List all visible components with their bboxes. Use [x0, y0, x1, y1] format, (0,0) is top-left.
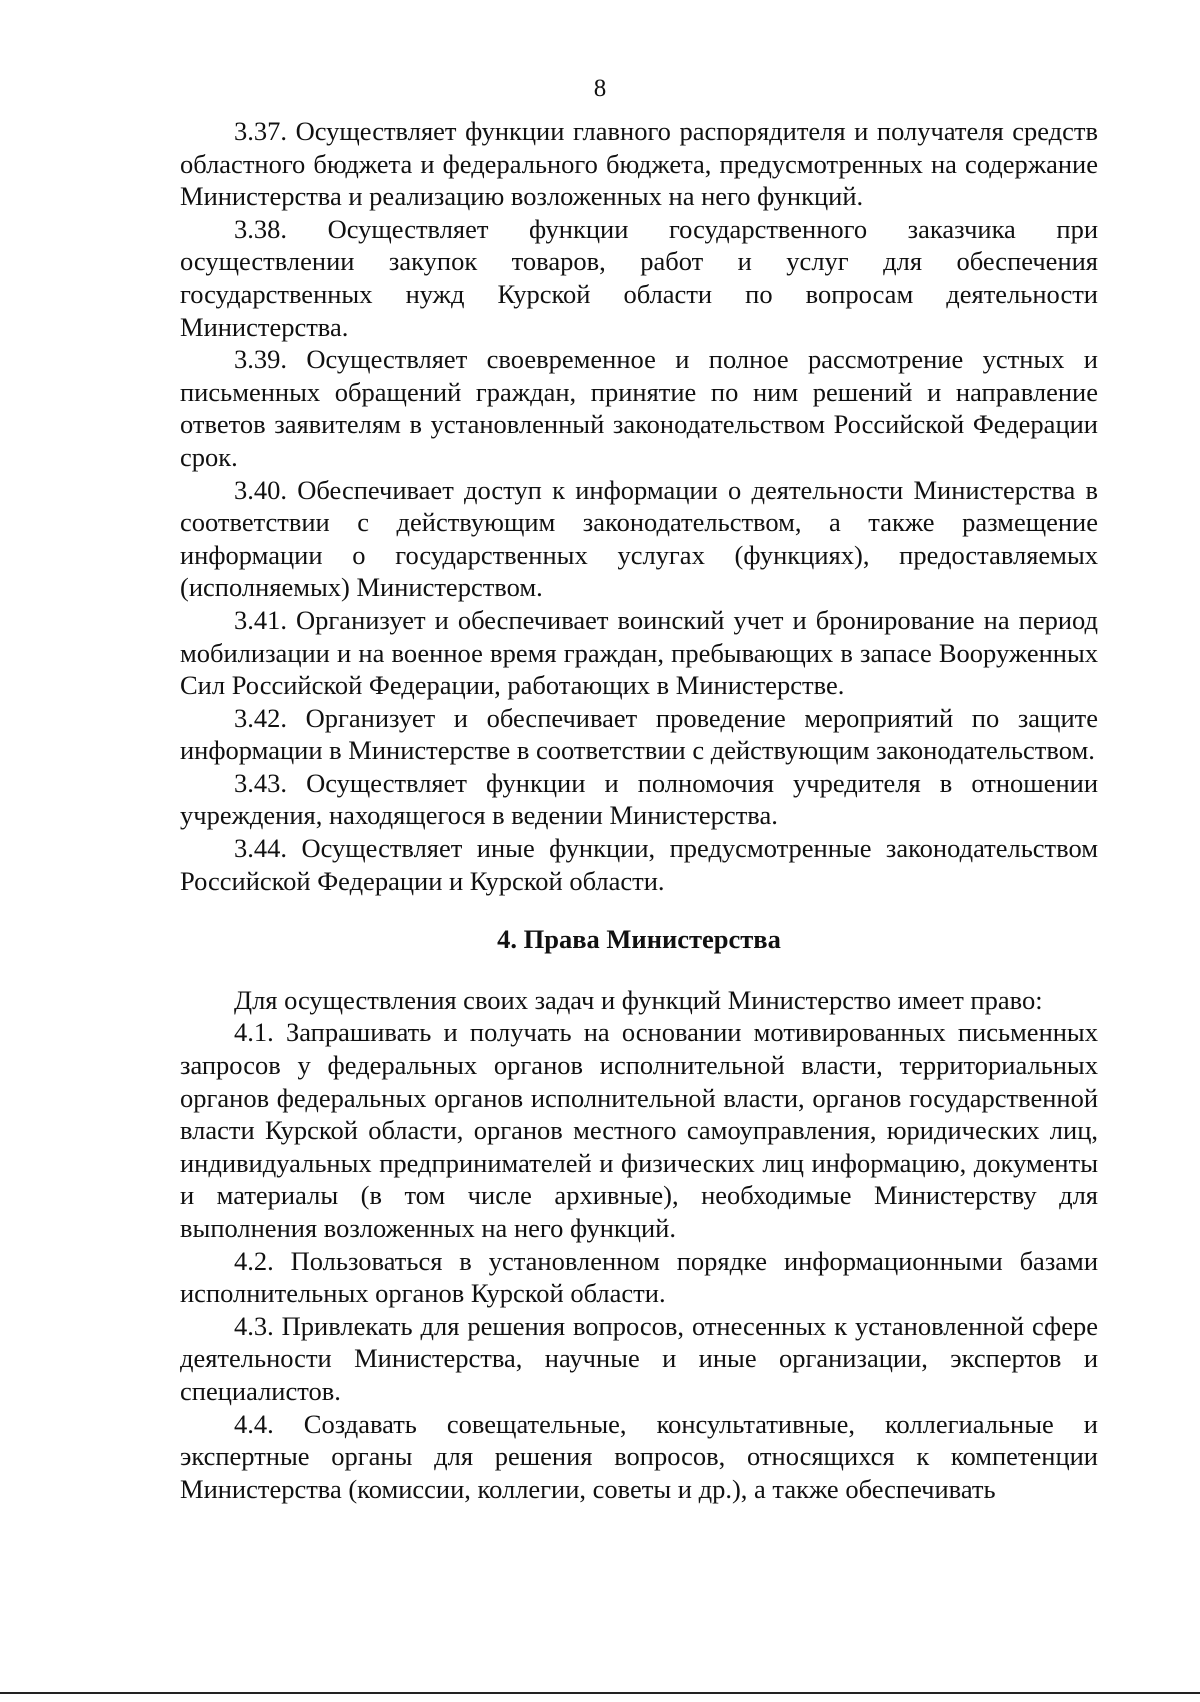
paragraph-4-2: 4.2. Пользоваться в установленном порядке информационными базами исполнительных органов Курской области.: [180, 1245, 1098, 1309]
paragraph-rights-intro: Для осуществления своих задач и функций Министерство имеет право:: [234, 984, 1043, 1015]
paragraph-3-43: 3.43. Осуществляет функции и полномочия учредителя в отношении учреждения, находящегося в ведении Министерства.: [180, 767, 1098, 831]
paragraph-3-38: 3.38. Осуществляет функции государственного заказчика при осуществлении закупок товаров, работ и услуг для обеспечения государственных нужд Курской области по вопросам деятельности Министерства.: [180, 213, 1098, 342]
paragraph-3-40: 3.40. Обеспечивает доступ к информации о деятельности Министерства в соответствии с действующим законодательством, а также размещение информации о государственных услугах (функциях), предоставляемых (исполняемых) Министерством.: [180, 474, 1098, 603]
section-heading: 4. Права Министерства: [497, 924, 781, 955]
document-body: [180, 115, 1098, 1505]
paragraph-3-42: 3.42. Организует и обеспечивает проведение мероприятий по защите информации в Министерстве в соответствии с действующим законодательством.: [180, 702, 1098, 766]
page-number: 8: [593, 75, 607, 102]
paragraph-3-37: 3.37. Осуществляет функции главного распорядителя и получателя средств областного бюджета и федерального бюджета, предусмотренных на содержание Министерства и реализацию возложенных на него функций.: [180, 116, 1098, 212]
paragraph-4-4: 4.4. Создавать совещательные, консультативные, коллегиальные и экспертные органы для решения вопросов, относящихся к компетенции Министерства (комиссии, коллегии, советы и др.), а также обеспечивать: [180, 1408, 1098, 1504]
paragraph-3-44: 3.44. Осуществляет иные функции, предусмотренные законодательством Российской Федерации и Курской области.: [180, 833, 1098, 896]
bottom-scan-border: [0, 1692, 1200, 1694]
paragraph-3-39: 3.39. Осуществляет своевременное и полное рассмотрение устных и письменных обращений граждан, принятие по ним решений и направление ответов заявителям в установленный законодательством Российской Федерации срок.: [180, 344, 1098, 472]
paragraph-3-41: 3.41. Организует и обеспечивает воинский учет и бронирование на период мобилизации и на военное время граждан, пребывающих в запасе Вооруженных Сил Российской Федерации, работающих в Министерстве.: [180, 604, 1098, 701]
paragraph-4-3: 4.3. Привлекать для решения вопросов, отнесенных к установленной сфере деятельности Министерства, научные и иные организации, экспертов и специалистов.: [180, 1310, 1098, 1406]
paragraph-4-1: 4.1. Запрашивать и получать на основании мотивированных письменных запросов у федеральных органов исполнительной власти, территориальных органов федеральных органов исполнительной власти, органов государственной власти Курской области, органов местного самоуправления, юридических лиц, индивидуальных предпринимателей и физических лиц информацию, документы и материалы (в том числе архивные), необходимые Министерству для выполнения возложенных на него функций.: [180, 1017, 1098, 1243]
